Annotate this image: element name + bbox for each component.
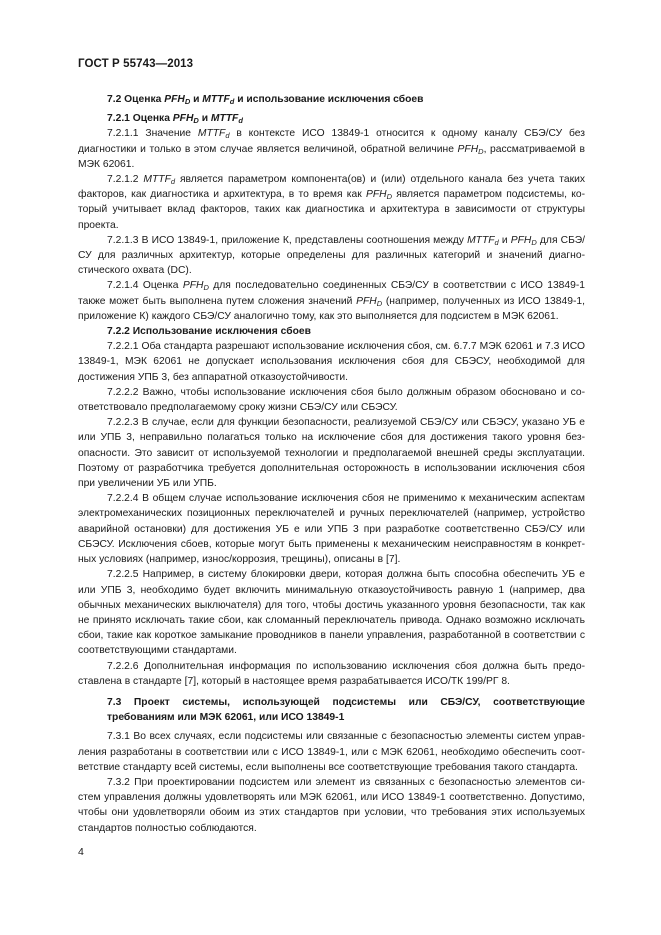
paragraph-7-2-2-4: 7.2.2.4 В общем случае использование исключения сбоя не применимо к механическим аспектам электромеханических позиционных переключателей и ручных переключателей (например, устройство аварийной остановки) для достижения УБ e или УПБ 3 при разработке соответственно СБЭ/СУ или СБЭСУ. Исключения сбоев, которые могут быть применены к механическим неисправностям в конкретных условиях (например, износ/коррозия, трещины), описаны в [7]. [78, 493, 585, 566]
document-body [78, 86, 585, 836]
section-7-3-heading: 7.3 Проект системы, использующей подсистемы или СБЭ/СУ, соответствующие требованиям или МЭК 62061, или ИСО 13849-1 [107, 696, 585, 724]
paragraph-7-2-1-2: 7.2.1.2 $MTTF_d$ является параметром компонента(ов) и (или) отдельного канала без учета таких факторов, как диагностика и архитектура, в то время как $PFH_D$ является параметром подсистемы, который учитывает вклад факторов, таких как диагностика и архитектура в зависимости от структуры проекта. [78, 174, 586, 231]
section-7-2-2-heading: 7.2.2 Использование исключения сбоев [107, 326, 311, 338]
paragraph-7-2-1-3: 7.2.1.3 В ИСО 13849-1, приложение К, представлены соотношения между $MTTF_d$ и $PFH_D$ для СБЭ/СУ для различных архитектур, которые определены для различных категорий и значений диагностического охвата (DC). [78, 234, 586, 277]
section-7-2-1-heading: 7.2.1 Оценка $PFH_D$ и $MTTF_d$ [107, 113, 243, 126]
standard-header: ГОСТ Р 55743—2013 [78, 58, 194, 70]
paragraph-7-3-2: 7.3.2 При проектировании подсистем или элемент из связанных с безопасностью элементов систем управления должны удовлетворять или МЭК 62061, или ИСО 13849-1 соответственно. Допустимо, чтобы они удовлетворяли обоим из этих стандартов при условии, что требования этих используемых стандартов полностью соблюдаются. [78, 776, 585, 834]
paragraph-7-2-2-2: 7.2.2.2 Важно, чтобы использование исключения сбоя было должным образом обосновано и соответствовало предполагаемому сроку жизни СБЭ/СУ или СБЭСУ. [78, 386, 585, 414]
page-number: 4 [78, 846, 84, 858]
paragraph-7-2-1-4: 7.2.1.4 Оценка $PFH_D$ для последовательно соединенных СБЭ/СУ в соответствии с ИСО 13849-1 также может быть выполнена путем сложения значений $PFH_D$ (например, полученных из ИСО 13849-1, приложение К) каждого СБЭ/СУ аналогично тому, как это выполняется для подсистем в МЭК 62061. [78, 280, 586, 322]
paragraph-7-2-2-6: 7.2.2.6 Дополнительная информация по использованию исключения сбоя должна быть предоставлена в стандарте [7], который в настоящее время разрабатывается ИСО/ТК 199/РГ 8. [78, 660, 585, 687]
paragraph-7-3-1: 7.3.1 Во всех случаях, если подсистемы или связанные с безопасностью элементы систем управления разработаны в соответствии или с ИСО 13849-1, или с МЭК 62061, необходимо обеспечить соответствие стандарту всей системы, если выполнены все соответствующие требования такого стандарта. [78, 731, 585, 773]
paragraph-7-2-2-1: 7.2.2.1 Оба стандарта разрешают использование исключения сбоя, см. 6.7.7 МЭК 62061 и 7.3 ИСО 13849-1, МЭК 62061 не допускает использования исключения сбоя для СБЭСУ, необходимой для достижения УПБ 3, без аппаратной отказоустойчивости. [78, 341, 585, 383]
paragraph-7-2-2-5: 7.2.2.5 Например, в систему блокировки двери, которая должна быть способна обеспечить УБ e или УПБ 3, необходимо будет включить минимальную отказоустойчивость равную 1 (например, два обычных механических выключателя) для того, чтобы достичь указанного уровня безопасности, так как не принято исключать такие сбои, как сломанный переключатель привода. Однако возможно исключать сбои, такие как короткое замыкание проводников в панели управления, разработанной в соответствии с соответствующими стандартами. [78, 569, 585, 657]
paragraph-7-2-2-3: 7.2.2.3 В случае, если для функции безопасности, реализуемой СБЭ/СУ или СБЭСУ, указано УБ e или УПБ 3, неправильно полагаться только на исключение сбоя для достижения такого уровня безопасности. Это зависит от используемой технологии и предполагаемой внешней среды эксплуатации. Поэтому от разработчика требуется дополнительная осторожность в использовании исключения сбоя при увеличении УБ или УПБ. [78, 417, 585, 490]
section-7-2-heading: 7.2 Оценка $PFH_D$ и $MTTF_d$ и использование исключения сбоев [107, 94, 424, 106]
paragraph-7-2-1-1: 7.2.1.1 Значение $MTTF_d$ в контексте ИСО 13849-1 относится к одному каналу СБЭ/СУ без диагностики и только в этом случае является величиной, обратной величине $PFH_D$, рассматриваемой в МЭК 62061. [78, 128, 586, 170]
